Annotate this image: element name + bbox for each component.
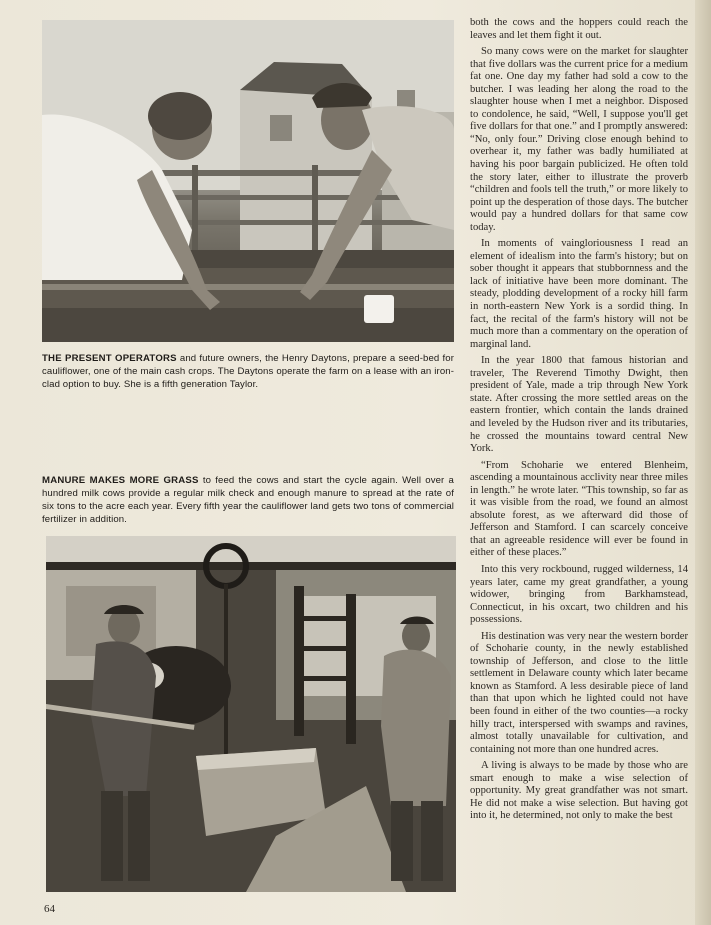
- article-paragraph: A living is always to be made by those who are smart enough to make a wise selection of opportunity. My great grandfather was not smart. He did not make a wise selection. But having got into it, he determined, not only to make the best: [470, 760, 688, 822]
- photo-manure-illustration: [46, 536, 456, 892]
- article-paragraph: In moments of vaingloriousness I read an element of idealism into the farm's history; but on sober thought it appears that stubbornness and the lack of initiative have been more dominant. The steady, plodding development of a rocky hill farm in north-eastern New York is a sordid thing. In fact, the recital of the farm's history will not be much more than a commentary on the operation of marginal land.: [470, 238, 688, 350]
- caption-manure: [42, 474, 454, 526]
- photo-seedbed-illustration: [42, 20, 454, 342]
- article-paragraph: So many cows were on the market for slaughter that five dollars was the current price for a medium fat one. One day my father had sold a cow to the butcher. I was leading her along the road to the slaughter house when I met a neighbor. Disposed to condolence, he said, “Well, I suppose you'll get five dollars for that one.” and I promptly answered: “No, only four.” Driving close enough behind to overhear it, my father was badly humiliated at having his poor bargain publicized. He often told the story later, either to illustrate the proverb “children and fools tell the truth,” or more likely to point up the desperation of those days. The butcher would pay a hundred dollars for that same cow today.: [470, 46, 688, 233]
- caption-seedbed: [42, 352, 454, 391]
- article-paragraph: “From Schoharie we entered Blenheim, ascending a mountainous acclivity near three miles in length.” he wrote later. “This township, so far as it was visible from the road, we found an almost absolute forest, as we afterward did those of Jefferson and Stamford. I can scarcely conceive that an agreeable residence will ever be found in either of these places.”: [470, 459, 688, 559]
- article-paragraph: Into this very rockbound, rugged wilderness, 14 years later, came my great grandfather, a young widower, bringing from Barkhamstead, Connecticut, in his oxcart, two children and his possessions.: [470, 563, 688, 626]
- photo-manure-barn: [46, 536, 456, 892]
- photo-seedbed: [42, 20, 454, 342]
- article-body-column: [470, 17, 688, 827]
- caption-manure-lead: MANURE MAKES MORE GRASS: [42, 475, 199, 486]
- page-number: 64: [44, 903, 55, 915]
- article-paragraph: both the cows and the hoppers could reach the leaves and let them fight it out.: [470, 17, 688, 41]
- article-paragraph: His destination was very near the western border of Schoharie county, in the newly established township of Jefferson, and close to the little settlement in Delaware county which later became known as Stamford. A less desirable piece of land than that upon which he lighted could not have been found in either of the two counties—a rocky hilly tract, interspersed with swamps and ravines, almost totally unavailable for cultivation, and containing not more than one hundred acres.: [470, 630, 688, 755]
- caption-seedbed-lead: THE PRESENT OPERATORS: [42, 353, 177, 364]
- caption-seedbed-text: and future owners, the Henry Daytons, prepare a seed-bed for cauliflower, one of the main cash crops. The Daytons operate the farm on a lease with an iron-clad option to buy. She is a fifth generation Taylor.: [42, 353, 454, 390]
- caption-manure-text: to feed the cows and start the cycle again. Well over a hundred milk cows provide a regular milk check and enough manure to spread at the rate of six tons to the acre each year. Every fifth year the cauliflower land gets two tons of commercial fertilizer in addition.: [42, 475, 454, 525]
- page-edge: [695, 0, 711, 925]
- article-paragraph: In the year 1800 that famous historian and traveler, The Reverend Timothy Dwight, then president of Yale, made a trip through New York state. After crossing the more settled areas on the eastern frontier, which contain the lands drained and leveled by the Hudson river and its tributaries, he crossed the mountains toward central New York.: [470, 355, 688, 455]
